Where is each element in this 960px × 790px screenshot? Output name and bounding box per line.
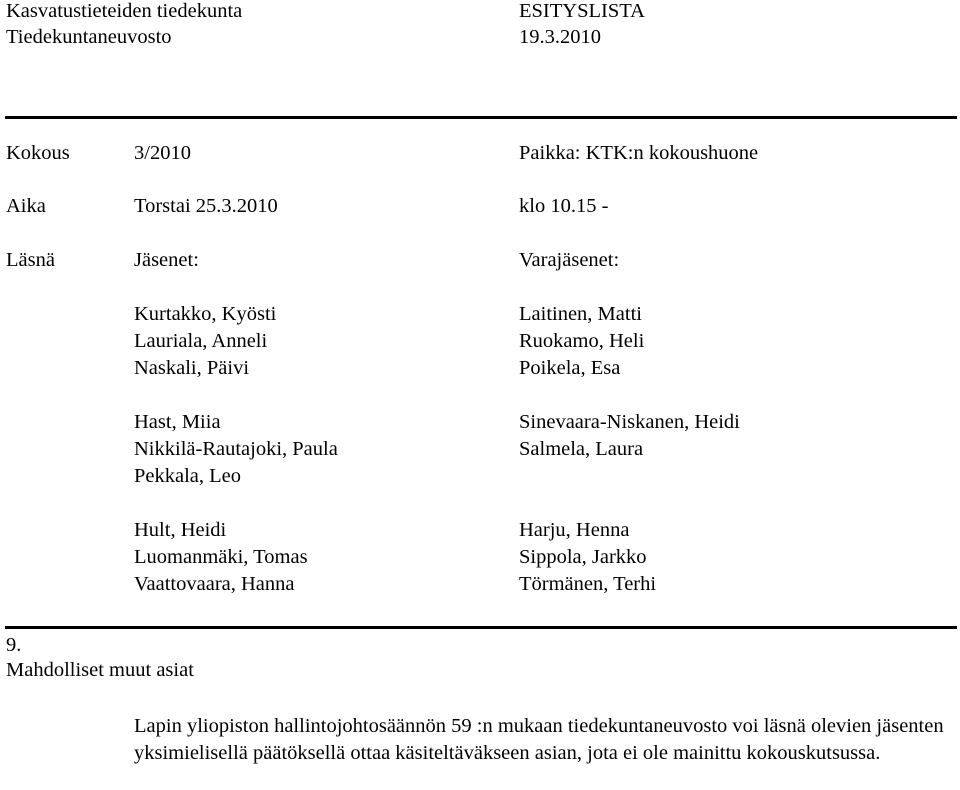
deputy-name: Harju, Henna	[519, 519, 630, 541]
member-name: Hast, Miia	[134, 411, 221, 433]
deputy-name: Sinevaara-Niskanen, Heidi	[519, 411, 740, 433]
member-name: Lauriala, Anneli	[134, 330, 268, 352]
deputy-name: Salmela, Laura	[519, 438, 644, 460]
members-heading: Jäsenet:	[134, 249, 199, 271]
member-name: Naskali, Päivi	[134, 357, 250, 379]
member-name: Hult, Heidi	[134, 519, 227, 541]
document-date: 19.3.2010	[519, 26, 601, 48]
member-name: Kurtakko, Kyösti	[134, 303, 277, 325]
item-number: 9.	[6, 634, 22, 656]
kokous-label: Kokous	[6, 142, 70, 164]
meeting-place: Paikka: KTK:n kokoushuone	[519, 142, 759, 164]
member-name: Pekkala, Leo	[134, 465, 242, 487]
item-title: Mahdolliset muut asiat	[6, 659, 194, 681]
kokous-value: 3/2010	[134, 142, 191, 164]
deputy-name: Törmänen, Terhi	[519, 573, 657, 595]
item-body: Lapin yliopiston hallintojohtosäännön 59 :n mukaan tiedekuntaneuvosto voi läsnä olevien jäsenten yksimielisellä päätöksellä ottaa käsiteltäväkseen asian, jota ei ole mainittu kokouskutsussa.	[134, 715, 944, 764]
deputy-name: Sippola, Jarkko	[519, 546, 647, 568]
deputy-name: Laitinen, Matti	[519, 303, 642, 325]
member-name: Nikkilä-Rautajoki, Paula	[134, 438, 338, 460]
item-divider	[5, 626, 957, 629]
lasna-label: Läsnä	[6, 249, 55, 271]
document-type: ESITYSLISTA	[519, 0, 645, 22]
aika-value: Torstai 25.3.2010	[134, 195, 278, 217]
member-name: Luomanmäki, Tomas	[134, 546, 308, 568]
deputies-heading: Varajäsenet:	[519, 249, 620, 271]
meeting-time: klo 10.15 -	[519, 195, 609, 217]
deputy-name: Poikela, Esa	[519, 357, 621, 379]
member-name: Vaattovaara, Hanna	[134, 573, 295, 595]
aika-label: Aika	[6, 195, 46, 217]
faculty-name: Kasvatustieteiden tiedekunta	[6, 0, 243, 22]
header-divider	[5, 116, 957, 119]
council-name: Tiedekuntaneuvosto	[6, 26, 172, 48]
deputy-name: Ruokamo, Heli	[519, 330, 645, 352]
